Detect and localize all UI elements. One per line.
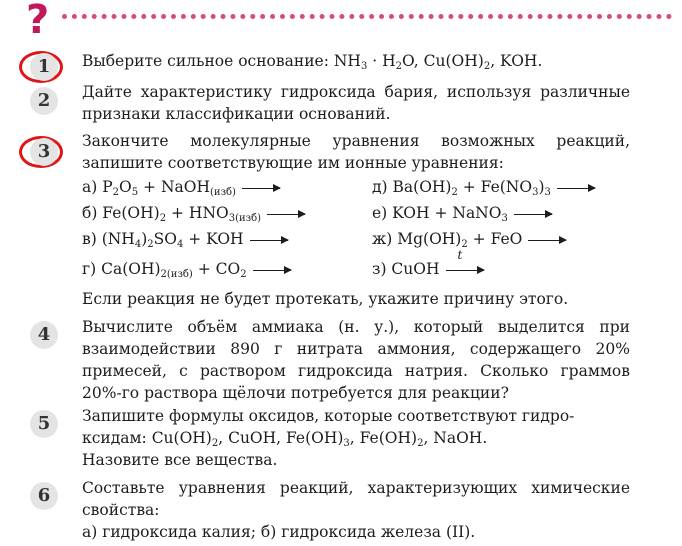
equation-e: е) KOH + NaNO$_3$	[372, 202, 552, 224]
task-number-badge: 2	[30, 87, 58, 115]
reaction-arrow-icon	[250, 240, 288, 241]
task-number-badge: 3	[30, 138, 58, 166]
task-number-badge: 5	[30, 410, 58, 438]
equation-b: б) $Fe(OH)_2 + HNO_{3(изб)}$	[82, 202, 305, 224]
reaction-arrow-icon	[528, 240, 566, 241]
reaction-arrow-icon	[446, 270, 484, 271]
task-note: Если реакция не будет протекать, укажите причину этого.	[82, 290, 569, 308]
reaction-arrow-icon	[253, 270, 291, 271]
equation-zh: ж) $Mg(OH)_2$ + FeO	[372, 228, 566, 250]
task-text: Составьте уравнения реакций, характеризующих химические свойства: а) гидроксида калия; б) гидроксида железа (II).	[82, 479, 630, 541]
reaction-arrow-icon	[514, 214, 552, 215]
task-number-badge: 4	[30, 321, 58, 349]
question-mark-icon: ?	[26, 0, 50, 43]
reaction-arrow-icon	[557, 188, 595, 189]
task-number-badge: 1	[30, 53, 58, 81]
equation-g: г) $Ca(OH)_{2(изб)} + CO_2$	[82, 258, 291, 280]
reaction-arrow-icon	[267, 214, 305, 215]
heat-label: t	[457, 248, 463, 262]
task-number-badge: 6	[30, 482, 58, 510]
equation-a: а) $P_2O_5$ + NaOH$_{(изб)}$	[82, 176, 280, 198]
task-text: Дайте характеристику гидроксида бария, используя различные признаки классификации оснований.	[82, 83, 630, 123]
task-text: Запишите формулы оксидов, которые соответствуют гидро- ксидам: $Cu(OH)_2$, CuOH, $Fe(OH)_3$, $Fe(OH)_2$, NaOH. Назовите все вещества.	[82, 407, 575, 469]
task-text: Выберите сильное основание: $NH_3 \cdot H_2O$, $Cu(OH)_2$, KOH.	[82, 52, 543, 72]
equation-d: д) $Ba(OH)_2 + Fe(NO_3)_3$	[372, 176, 595, 198]
equation-z: з) CuOH t	[372, 258, 484, 280]
reaction-arrow-icon	[242, 188, 280, 189]
dotted-header-rule	[62, 14, 672, 19]
task-text: Вычислите объём аммиака (н. у.), который выделится при взаимодействии 890 г нитрата аммония, содержащего 20% примесей, с раствором гидроксида натрия. Сколько граммов 20%-го раствора щёлочи потребуется для реакции?	[82, 318, 630, 402]
equation-v: в) $(NH_4)_2SO_4$ + KOH	[82, 228, 288, 250]
task-text: Закончите молекулярные уравнения возможных реакций, запишите соответствующие им ионные уравнения:	[82, 132, 630, 172]
